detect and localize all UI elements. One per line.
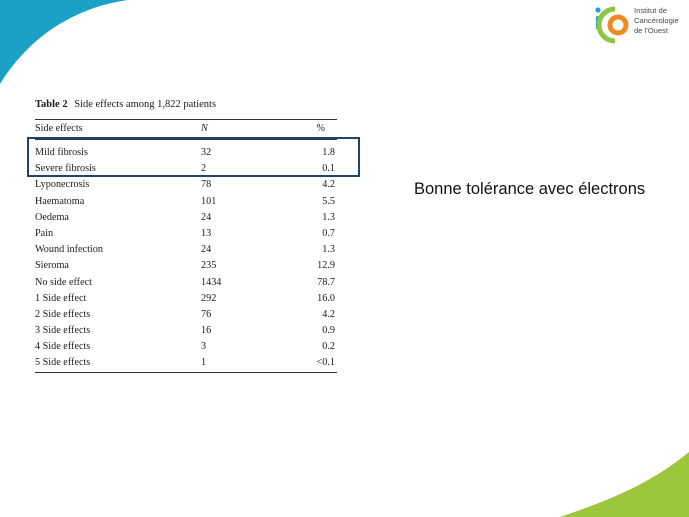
slide-caption: Bonne tolérance avec électrons <box>414 180 646 198</box>
table-row <box>35 177 337 193</box>
table-title <box>35 98 337 112</box>
cell-pct: 0.2 <box>322 341 335 353</box>
cell-n: 32 <box>201 147 212 158</box>
cell-n: 76 <box>201 308 212 320</box>
cell-pct: 1.8 <box>322 147 335 158</box>
cell-effect: Oedema <box>35 211 69 223</box>
header-n: N <box>201 123 208 134</box>
table-row <box>35 258 337 274</box>
cell-pct: 12.9 <box>317 260 335 272</box>
cell-n: 292 <box>201 292 217 304</box>
cell-n: 1434 <box>201 276 222 288</box>
cell-pct: <0.1 <box>316 357 335 369</box>
cell-n: 3 <box>201 341 207 353</box>
cell-pct: 0.1 <box>322 163 335 175</box>
logo-line: Cancérologie <box>634 16 679 25</box>
table-bottom-rule <box>35 372 337 373</box>
table-row <box>35 210 337 226</box>
cell-effect: 4 Side effects <box>35 341 91 353</box>
cell-n: 24 <box>201 211 212 223</box>
logo-line: de l'Ouest <box>634 26 668 35</box>
table-number: Table 2 <box>35 99 68 110</box>
cell-n: 24 <box>201 244 212 256</box>
cell-effect: Mild fibrosis <box>35 147 88 158</box>
cell-pct: 4.2 <box>322 179 335 191</box>
cell-effect: 5 Side effects <box>35 357 91 369</box>
table-row <box>35 355 337 371</box>
cell-n: 78 <box>201 179 212 191</box>
cell-effect: 3 Side effects <box>35 325 91 337</box>
cell-pct: 1.3 <box>322 244 335 256</box>
cell-pct: 0.7 <box>322 227 335 239</box>
cell-effect: Haematoma <box>35 195 85 207</box>
cell-n: 2 <box>201 163 207 175</box>
table-row <box>35 242 337 258</box>
table-row <box>35 194 337 210</box>
table-row <box>35 323 337 339</box>
cell-pct: 0.9 <box>322 325 335 337</box>
table-row <box>35 307 337 323</box>
cell-pct: 5.5 <box>322 195 335 207</box>
table-row <box>35 275 337 291</box>
cell-n: 235 <box>201 260 217 272</box>
table-row <box>35 291 337 307</box>
cell-effect: Wound infection <box>35 244 103 256</box>
cell-pct: 4.2 <box>322 308 335 320</box>
table-row <box>35 339 337 355</box>
cell-n: 1 <box>201 357 207 369</box>
logo-line: Institut de <box>634 6 667 15</box>
cell-effect: 2 Side effects <box>35 308 91 320</box>
cell-effect: Lyponecrosis <box>35 179 90 191</box>
table-caption: Side effects among 1,822 patients <box>74 99 217 110</box>
cell-n: 101 <box>201 195 217 207</box>
header-side-effects: Side effects <box>35 123 83 134</box>
cell-effect: Severe fibrosis <box>35 163 96 175</box>
cell-pct: 78.7 <box>317 276 335 288</box>
cell-n: 13 <box>201 227 212 239</box>
cell-effect: No side effect <box>35 276 92 288</box>
header-percent: % <box>316 123 325 134</box>
cell-n: 16 <box>201 325 212 337</box>
table-row <box>35 226 337 242</box>
fibrosis-highlight-box <box>27 137 360 177</box>
cell-effect: Sieroma <box>35 260 69 272</box>
logo-text <box>634 6 689 36</box>
cell-effect: Pain <box>35 227 54 239</box>
cell-effect: 1 Side effect <box>35 292 87 304</box>
cell-pct: 16.0 <box>317 292 335 304</box>
ico-logo <box>591 4 687 46</box>
cell-pct: 1.3 <box>322 211 335 223</box>
